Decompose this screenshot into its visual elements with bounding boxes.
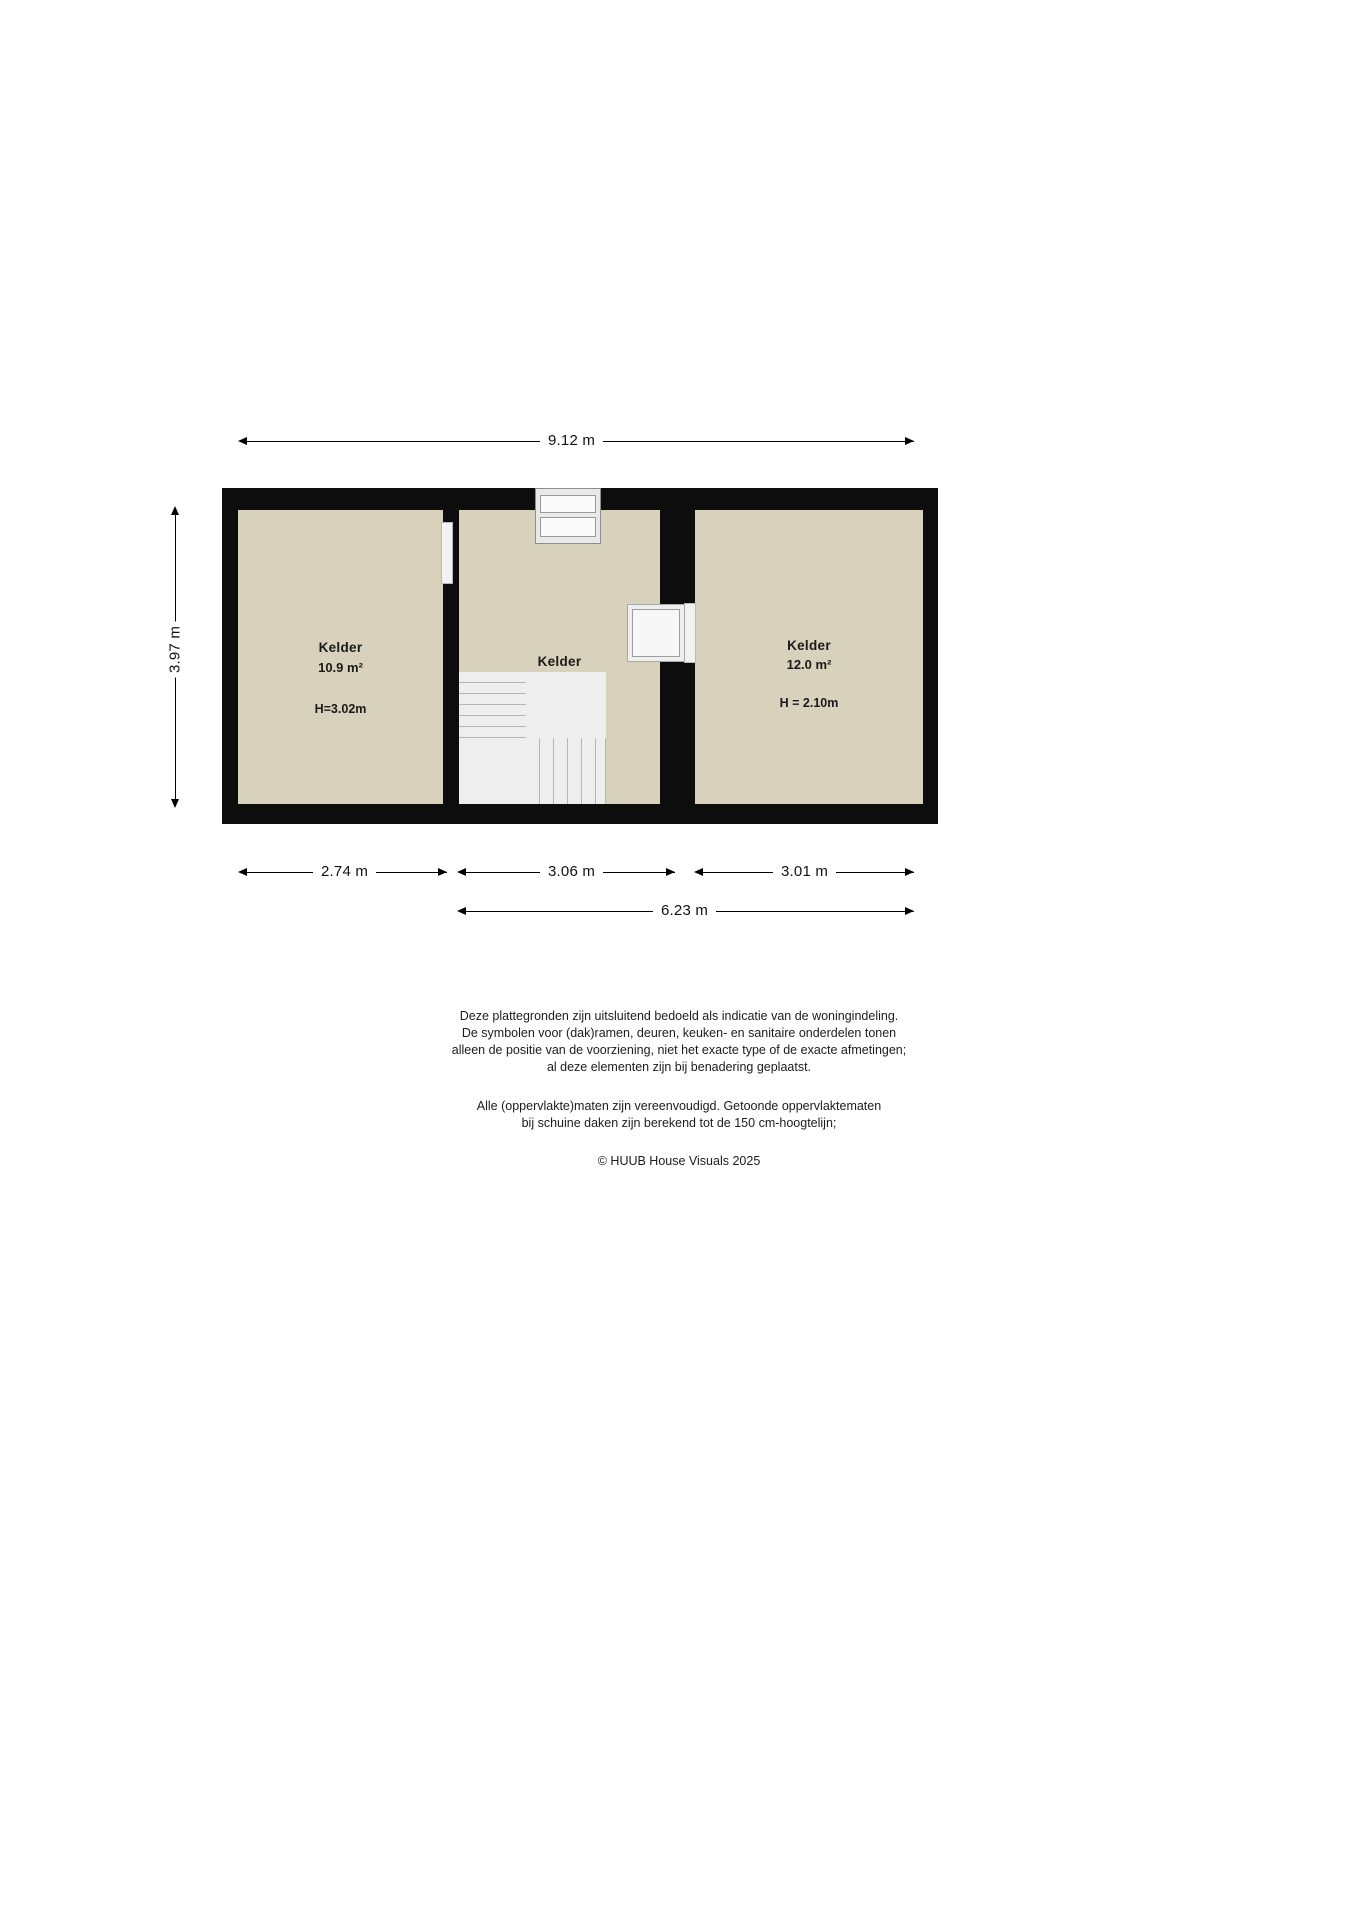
stair-step <box>582 738 596 804</box>
disclaimer-line: De symbolen voor (dak)ramen, deuren, keuken- en sanitaire onderdelen tonen <box>461 1026 897 1040</box>
dimension-segment-middle-label: 3.06 m <box>540 863 603 880</box>
copyright-text: © HUUB House Visuals 2025 <box>597 1154 761 1168</box>
room-height: H=3.02m <box>314 702 367 716</box>
stair-landing <box>459 738 526 804</box>
door-leaf-panel[interactable] <box>627 604 685 662</box>
arrow-right-icon <box>666 868 675 876</box>
arrow-down-icon <box>171 799 179 808</box>
window-pane <box>540 495 596 513</box>
dimension-segment-combined-label: 6.23 m <box>653 902 716 919</box>
stair-step <box>459 716 526 727</box>
stair-step <box>526 738 540 804</box>
arrow-right-icon <box>905 868 914 876</box>
stair-step <box>459 727 526 738</box>
window-pane <box>540 517 596 537</box>
room-kelder-right[interactable] <box>695 510 923 804</box>
dimension-overall-width-label: 9.12 m <box>540 432 603 449</box>
arrow-left-icon <box>457 907 466 915</box>
disclaimer-paragraph-1 <box>0 1008 1358 1076</box>
stair-step <box>554 738 568 804</box>
disclaimer-line: Deze plattegronden zijn uitsluitend bedoeld als indicatie van de woningindeling. <box>459 1009 899 1023</box>
window-top-wall[interactable] <box>535 488 601 544</box>
room-area: 12.0 m² <box>786 657 832 672</box>
arrow-left-icon <box>238 437 247 445</box>
disclaimer-line: alleen de positie van de voorziening, niet het exacte type of de exacte afmetingen; <box>451 1043 907 1057</box>
arrow-right-icon <box>905 437 914 445</box>
room-label: Kelder <box>318 640 363 655</box>
arrow-right-icon <box>905 907 914 915</box>
room-area: 10.9 m² <box>318 660 363 675</box>
room-kelder-left[interactable] <box>238 510 443 804</box>
stair-step <box>568 738 582 804</box>
door-leaf <box>632 609 680 657</box>
door-opening-right-wall[interactable] <box>684 603 696 663</box>
stair-step <box>459 705 526 716</box>
disclaimer-line: al deze elementen zijn bij benadering geplaatst. <box>546 1060 812 1074</box>
dimension-segment-right-label: 3.01 m <box>773 863 836 880</box>
floorplan-canvas <box>222 488 938 824</box>
arrow-left-icon <box>238 868 247 876</box>
stair-step <box>540 738 554 804</box>
disclaimer-line: Alle (oppervlakte)maten zijn vereenvoudigd. Getoonde oppervlaktematen <box>476 1099 882 1113</box>
disclaimer-line: bij schuine daken zijn berekend tot de 150 cm-hoogtelijn; <box>521 1116 837 1130</box>
stair-step <box>459 694 526 705</box>
arrow-up-icon <box>171 506 179 515</box>
arrow-right-icon <box>438 868 447 876</box>
door-opening-left-wall[interactable] <box>441 522 453 584</box>
arrow-left-icon <box>457 868 466 876</box>
disclaimer-paragraph-2 <box>0 1098 1358 1132</box>
stair-step <box>459 683 526 694</box>
stair-step <box>459 672 526 683</box>
room-label: Kelder <box>537 654 582 669</box>
footer-disclaimer <box>0 1008 1358 1168</box>
dimension-segment-left-label: 2.74 m <box>313 863 376 880</box>
stair-step <box>596 738 606 804</box>
room-height: H = 2.10m <box>779 696 839 710</box>
arrow-left-icon <box>694 868 703 876</box>
dimension-overall-height-label: 3.97 m <box>161 622 190 678</box>
staircase[interactable] <box>459 672 606 804</box>
room-label: Kelder <box>787 638 831 653</box>
